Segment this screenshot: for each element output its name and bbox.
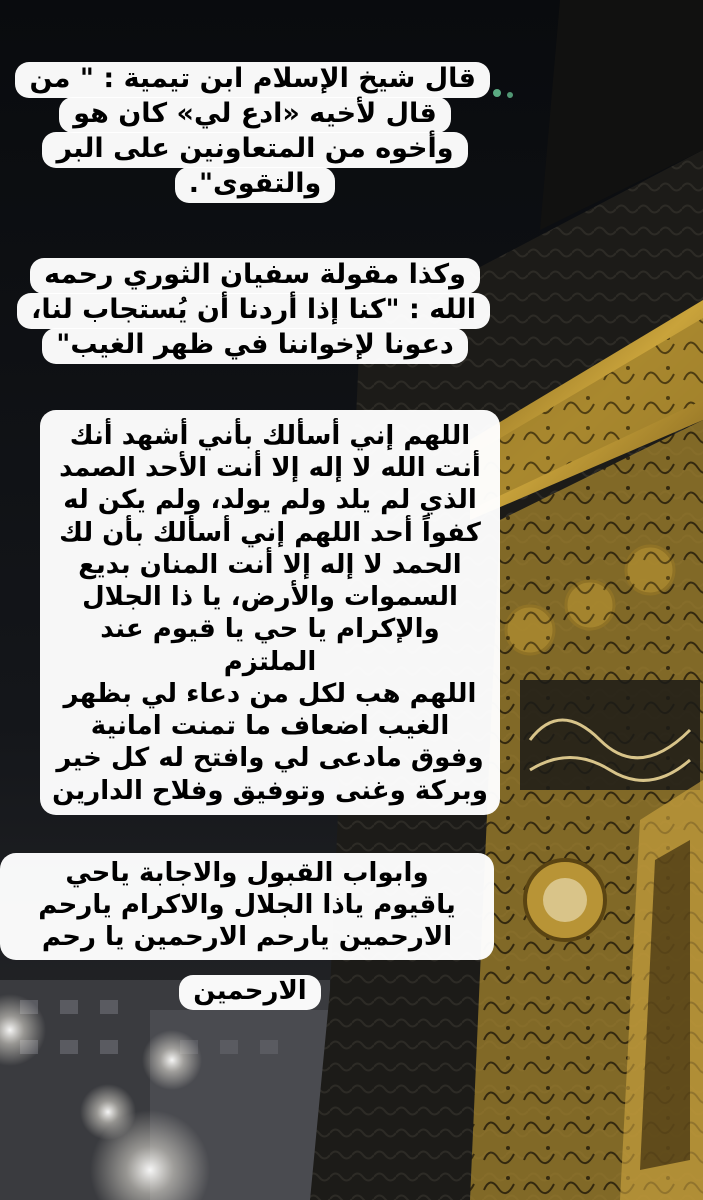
dua-line: الذي لم يلد ولم يولد، ولم يكن له xyxy=(63,485,477,516)
quote2-line: دعونا لإخواننا في ظهر الغيب" xyxy=(42,328,468,364)
quote1-line: وأخوه من المتعاونين على البر xyxy=(42,132,467,168)
dua-line: السموات والأرض، يا ذا الجلال xyxy=(82,582,458,613)
quote2-line: الله : "كنا إذا أردنا أن يُستجاب لنا، xyxy=(17,293,490,329)
dua-line: اللهم إني أسألك بأني أشهد أنك xyxy=(69,421,471,451)
quote2-line: وكذا مقولة سفيان الثوري رحمه xyxy=(30,258,480,294)
dua-line: وبركة وغنى وتوفيق وفلاح الدارين xyxy=(52,775,488,806)
dua-line: ياقيوم ياذا الجلال والاكرام يارحم xyxy=(38,890,456,921)
dua-line: الحمد لا إله إلا أنت المنان بديع xyxy=(78,549,462,580)
dua-text-block-continued xyxy=(0,853,494,960)
sufyan-thawri-quote xyxy=(20,258,490,363)
dua-line: الارحمين يارحم الارحمين يا رحم xyxy=(41,922,453,953)
quote1-line: والتقوى". xyxy=(175,167,336,203)
dua-final-line xyxy=(160,975,340,1009)
dua-line: الارحمين xyxy=(179,975,320,1010)
dua-line: وابواب القبول والاجابة ياحي xyxy=(65,858,429,888)
dua-line: وفوق مادعى لي وافتح له كل خير xyxy=(56,743,484,774)
dua-text-block xyxy=(40,410,500,815)
dua-line: والإكرام يا حي يا قيوم عند الملتزم xyxy=(100,614,440,677)
dua-line: الغيب اضعاف ما تمنت امانية xyxy=(90,711,450,742)
ibn-taymiyyah-quote xyxy=(20,62,490,202)
dua-line: أنت الله لا إله إلا أنت الأحد الصمد xyxy=(59,453,481,484)
dua-line: اللهم هب لكل من دعاء لي بظهر xyxy=(63,678,477,709)
dua-line: كفواً أحد اللهم إني أسألك بأن لك xyxy=(59,517,481,548)
quote1-line: قال شيخ الإسلام ابن تيمية : " من xyxy=(15,62,490,98)
quote1-line: قال لأخيه «ادع لي» كان هو xyxy=(59,97,451,133)
